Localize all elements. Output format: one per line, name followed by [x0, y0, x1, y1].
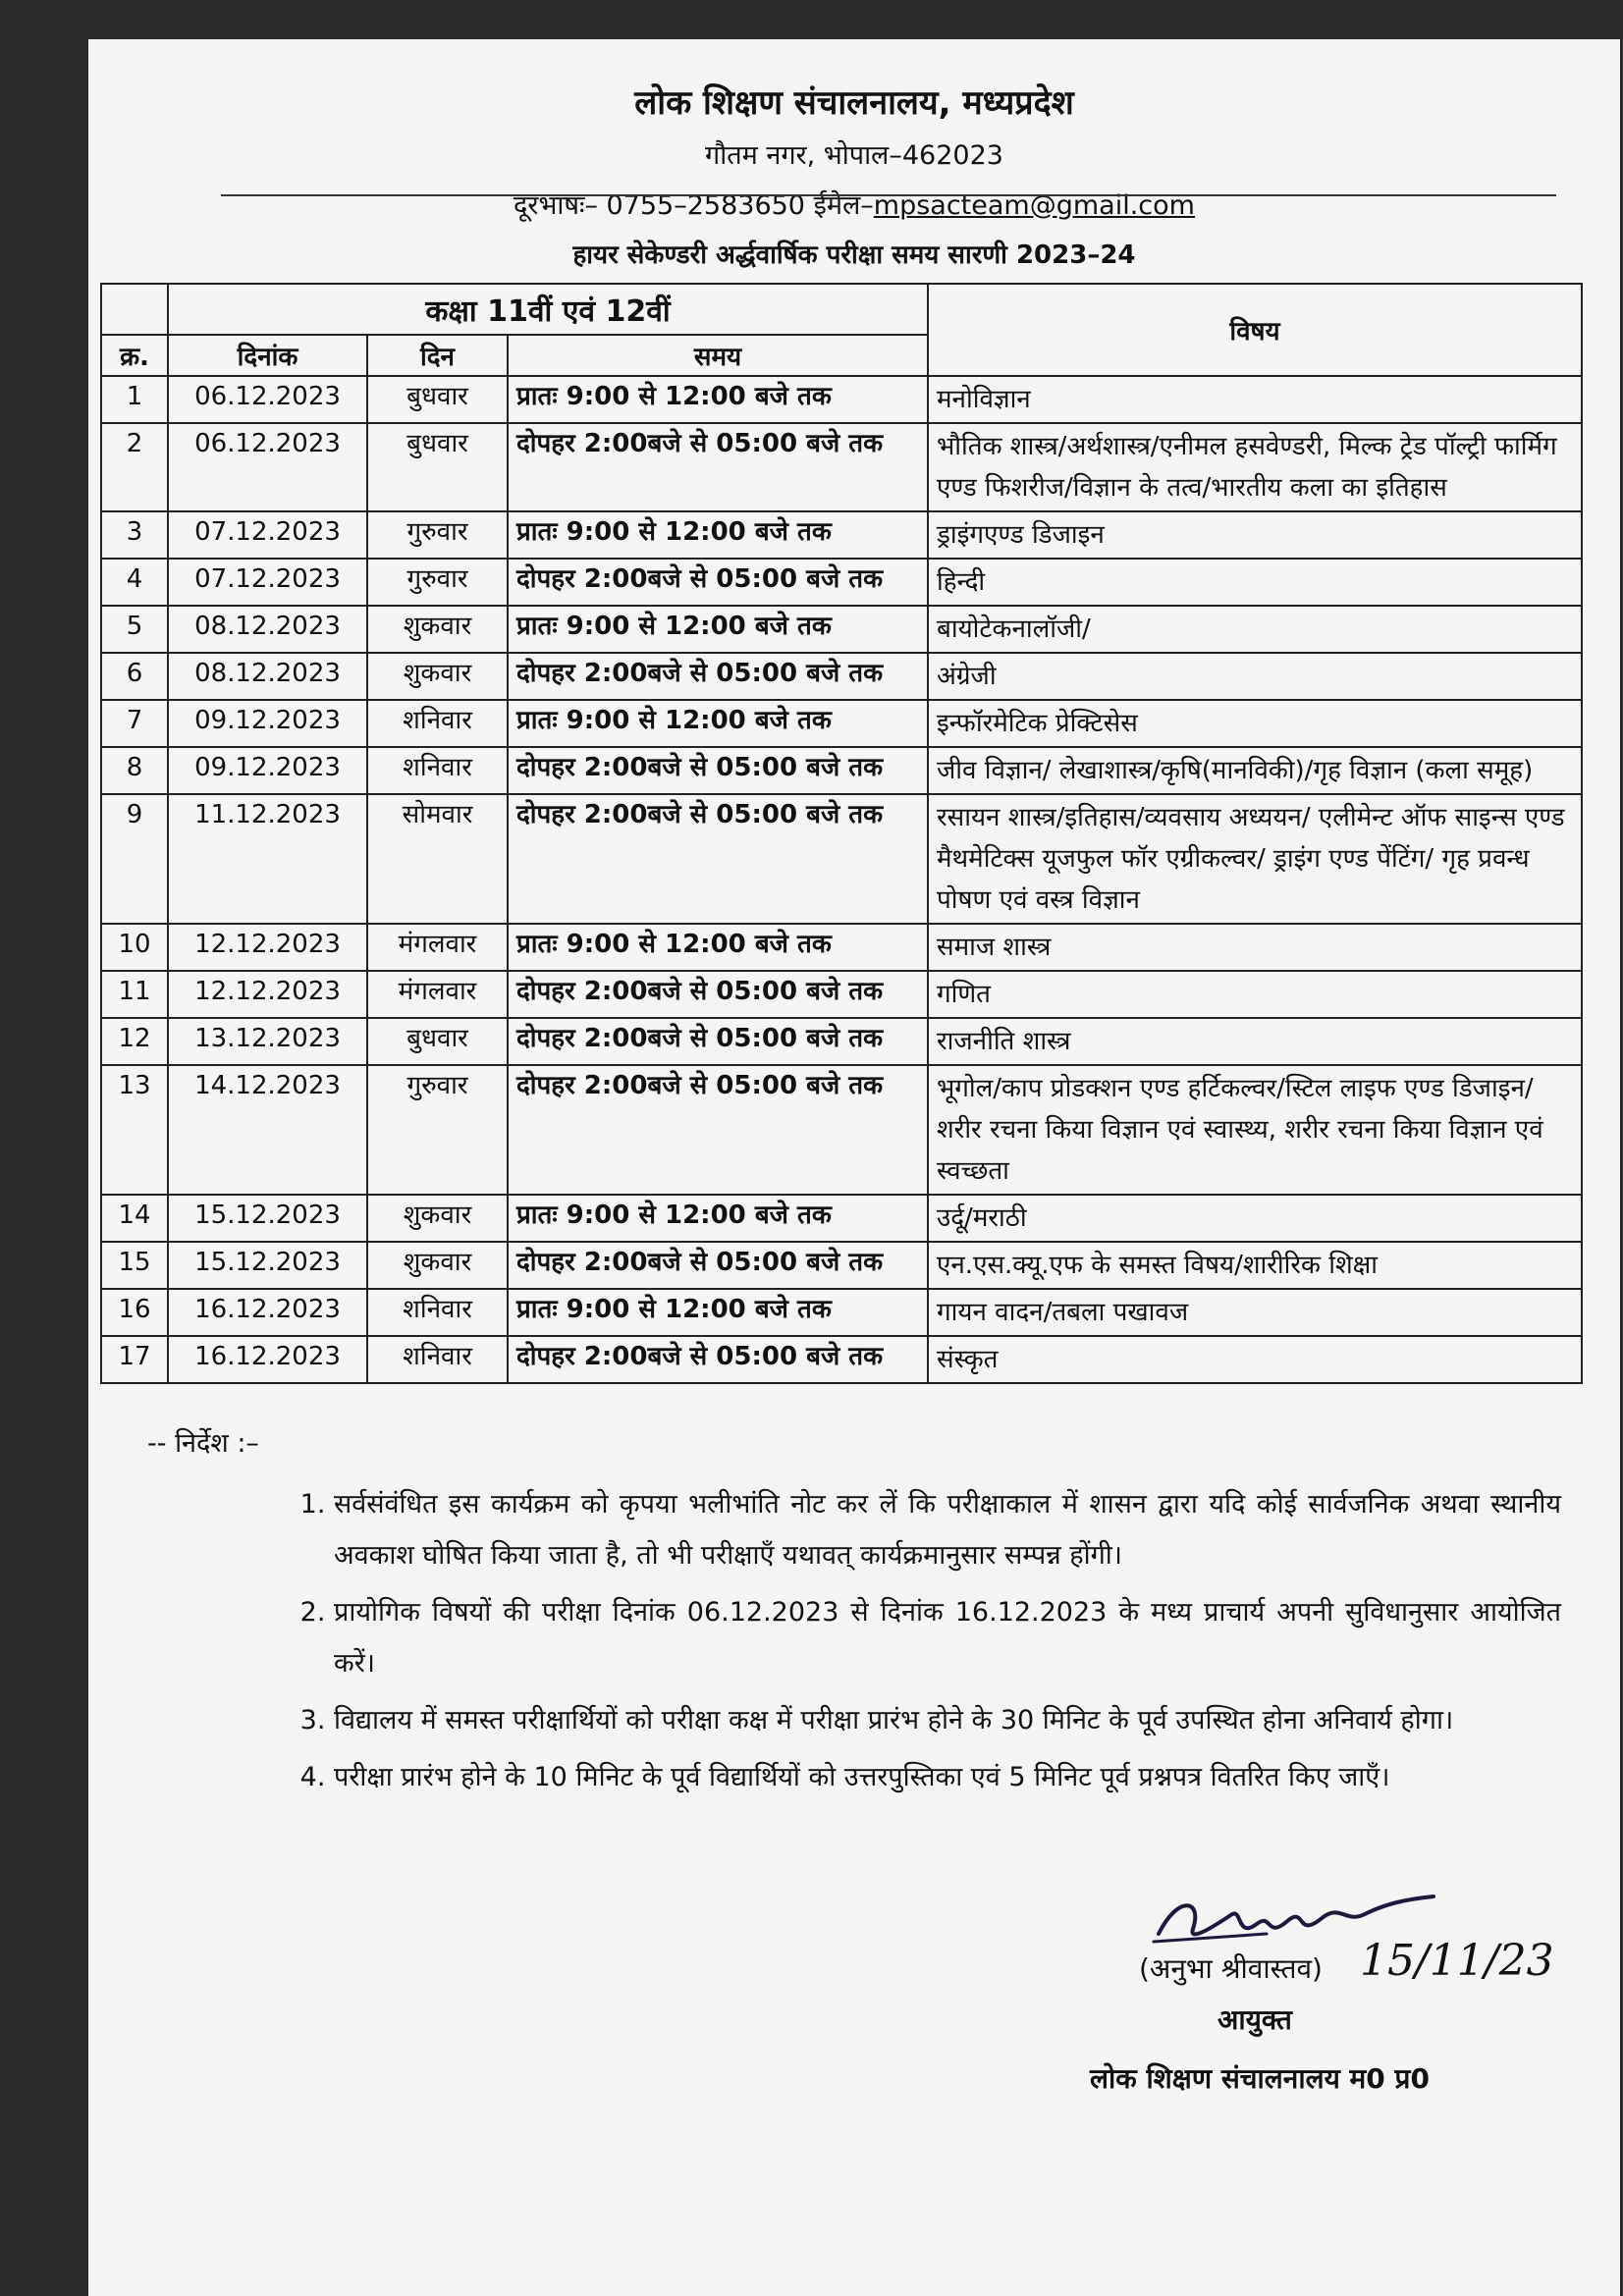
row-date: 12.12.2023 — [168, 971, 367, 1018]
signatory-office: लोक शिक्षण संचालनालय म0 प्र0 — [1090, 2062, 1430, 2095]
row-day: गुरुवार — [367, 511, 508, 559]
row-serial: 12 — [101, 1018, 168, 1065]
row-date: 08.12.2023 — [168, 606, 367, 653]
row-day: मंगलवार — [367, 924, 508, 971]
row-day: सोमवार — [367, 794, 508, 924]
row-time: प्रातः 9:00 से 12:00 बजे तक — [508, 376, 928, 423]
row-date: 12.12.2023 — [168, 924, 367, 971]
row-subject: राजनीति शास्त्र — [928, 1018, 1582, 1065]
row-day: मंगलवार — [367, 971, 508, 1018]
table-row — [101, 376, 1582, 423]
email-text: mpsacteam@gmail.com — [873, 190, 1195, 221]
row-subject: बायोटेकनालॉजी/ — [928, 606, 1582, 653]
table-row — [101, 1065, 1582, 1195]
table-row — [101, 971, 1582, 1018]
table-row — [101, 653, 1582, 700]
schedule-rows — [101, 376, 1582, 1383]
class-heading: कक्षा 11वीं एवं 12वीं — [168, 284, 928, 335]
row-date: 16.12.2023 — [168, 1336, 367, 1383]
row-serial: 1 — [101, 376, 168, 423]
instruction-item: 2. प्रायोगिक विषयों की परीक्षा दिनांक 06.12.2023 से दिनांक 16.12.2023 के मध्य प्राचार्य अपनी सुविधानुसार आयोजित करें। — [334, 1587, 1561, 1689]
row-subject: जीव विज्ञान/ लेखाशास्त्र/कृषि(मानविकी)/गृह विज्ञान (कला समूह) — [928, 747, 1582, 794]
row-time: दोपहर 2:00बजे से 05:00 बजे तक — [508, 1336, 928, 1383]
row-subject: रसायन शास्त्र/इतिहास/व्यवसाय अध्ययन/ एलीमेन्ट ऑफ साइन्स एण्ड मैथमेटिक्स यूजफुल फॉर एग्रीकल्वर/ ड्राइंग एण्ड पेंटिंग/ गृह प्रवन्ध पोषण एवं वस्त्र विज्ञान — [928, 794, 1582, 924]
table-row — [101, 423, 1582, 511]
instructions-list — [147, 1479, 1561, 1803]
signatory-designation: आयुक्त — [1217, 2003, 1292, 2036]
office-address: गौतम नगर, भोपाल–462023 — [705, 140, 1003, 171]
row-subject: भौतिक शास्त्र/अर्थशास्त्र/एनीमल हसवेण्डरी, मिल्क ट्रेड पॉल्ट्री फार्मिग एण्ड फिशरीज/विज्ञान के तत्व/भारतीय कला का इतिहास — [928, 423, 1582, 511]
row-day: शनिवार — [367, 747, 508, 794]
row-day: गुरुवार — [367, 559, 508, 606]
row-day: बुधवार — [367, 1018, 508, 1065]
table-row — [101, 1289, 1582, 1336]
row-subject: एन.एस.क्यू.एफ के समस्त विषय/शारीरिक शिक्षा — [928, 1242, 1582, 1289]
row-date: 06.12.2023 — [168, 423, 367, 511]
row-time: प्रातः 9:00 से 12:00 बजे तक — [508, 1289, 928, 1336]
row-serial: 5 — [101, 606, 168, 653]
table-row — [101, 511, 1582, 559]
row-time: दोपहर 2:00बजे से 05:00 बजे तक — [508, 423, 928, 511]
row-time: प्रातः 9:00 से 12:00 बजे तक — [508, 924, 928, 971]
signatory-name: (अनुभा श्रीवास्तव) — [1139, 1952, 1323, 1985]
table-row — [101, 559, 1582, 606]
instruction-item: 4. परीक्षा प्रारंभ होने के 10 मिनिट के पूर्व विद्यार्थियों को उत्तरपुस्तिका एवं 5 मिनिट पूर्व प्रश्नपत्र वितरित किए जाएँ। — [334, 1752, 1561, 1803]
row-day: शनिवार — [367, 700, 508, 747]
col-subject: विषय — [928, 284, 1582, 376]
row-time: दोपहर 2:00बजे से 05:00 बजे तक — [508, 971, 928, 1018]
row-subject: गायन वादन/तबला पखावज — [928, 1289, 1582, 1336]
row-subject: मनोविज्ञान — [928, 376, 1582, 423]
row-time: दोपहर 2:00बजे से 05:00 बजे तक — [508, 1018, 928, 1065]
table-row — [101, 794, 1582, 924]
row-day: शुकवार — [367, 1195, 508, 1242]
table-row — [101, 747, 1582, 794]
office-title: लोक शिक्षण संचालनालय, मध्यप्रदेश — [634, 83, 1074, 123]
instructions — [147, 1423, 1561, 1809]
table-row — [101, 1242, 1582, 1289]
table-row — [101, 606, 1582, 653]
row-date: 14.12.2023 — [168, 1065, 367, 1195]
row-serial: 16 — [101, 1289, 168, 1336]
header-rule — [221, 194, 1556, 196]
letterhead — [88, 79, 1620, 222]
row-subject: इन्फॉरमेटिक प्रेक्टिसेस — [928, 700, 1582, 747]
row-serial: 9 — [101, 794, 168, 924]
row-serial: 2 — [101, 423, 168, 511]
col-time: समय — [508, 335, 928, 376]
row-serial: 7 — [101, 700, 168, 747]
row-day: शनिवार — [367, 1289, 508, 1336]
row-day: शुकवार — [367, 653, 508, 700]
row-date: 15.12.2023 — [168, 1242, 367, 1289]
row-date: 09.12.2023 — [168, 700, 367, 747]
col-date: दिनांक — [168, 335, 367, 376]
row-date: 11.12.2023 — [168, 794, 367, 924]
row-serial: 6 — [101, 653, 168, 700]
row-subject: उर्दू/मराठी — [928, 1195, 1582, 1242]
row-date: 06.12.2023 — [168, 376, 367, 423]
row-date: 13.12.2023 — [168, 1018, 367, 1065]
table-row — [101, 924, 1582, 971]
row-time: प्रातः 9:00 से 12:00 बजे तक — [508, 511, 928, 559]
row-date: 16.12.2023 — [168, 1289, 367, 1336]
signature-date: 15/11/23 — [1360, 1936, 1554, 1986]
row-time: दोपहर 2:00बजे से 05:00 बजे तक — [508, 653, 928, 700]
row-day: बुधवार — [367, 376, 508, 423]
row-day: शनिवार — [367, 1336, 508, 1383]
row-serial: 13 — [101, 1065, 168, 1195]
row-date: 07.12.2023 — [168, 511, 367, 559]
row-serial: 14 — [101, 1195, 168, 1242]
instruction-item: 3. विद्यालय में समस्त परीक्षार्थियों को परीक्षा कक्ष में परीक्षा प्रारंभ होने के 30 मिनिट के पूर्व उपस्थित होना अनिवार्य होगा। — [334, 1695, 1561, 1746]
row-date: 07.12.2023 — [168, 559, 367, 606]
row-serial: 10 — [101, 924, 168, 971]
row-time: दोपहर 2:00बजे से 05:00 बजे तक — [508, 794, 928, 924]
schedule-title: हायर सेकेण्डरी अर्द्धवार्षिक परीक्षा समय सारणी 2023–24 — [572, 240, 1136, 270]
contact-line — [88, 186, 1620, 222]
row-subject: समाज शास्त्र — [928, 924, 1582, 971]
row-serial: 8 — [101, 747, 168, 794]
row-day: गुरुवार — [367, 1065, 508, 1195]
row-time: प्रातः 9:00 से 12:00 बजे तक — [508, 700, 928, 747]
row-serial: 4 — [101, 559, 168, 606]
row-serial: 3 — [101, 511, 168, 559]
row-subject: ड्राइंगएण्ड डिजाइन — [928, 511, 1582, 559]
row-day: शुकवार — [367, 606, 508, 653]
row-subject: संस्कृत — [928, 1336, 1582, 1383]
row-date: 15.12.2023 — [168, 1195, 367, 1242]
row-subject: हिन्दी — [928, 559, 1582, 606]
table-row — [101, 700, 1582, 747]
instruction-item: 1. सर्वसंवंधित इस कार्यक्रम को कृपया भलीभांति नोट कर लें कि परीक्षाकाल में शासन द्वारा यदि कोई सार्वजनिक अथवा स्थानीय अवकाश घोषित किया जाता है, तो भी परीक्षाएँ यथावत् कार्यक्रमानुसार सम्पन्न होंगी। — [334, 1479, 1561, 1581]
row-serial: 17 — [101, 1336, 168, 1383]
col-day: दिन — [367, 335, 508, 376]
row-time: दोपहर 2:00बजे से 05:00 बजे तक — [508, 559, 928, 606]
row-day: बुधवार — [367, 423, 508, 511]
row-date: 09.12.2023 — [168, 747, 367, 794]
row-serial: 15 — [101, 1242, 168, 1289]
row-date: 08.12.2023 — [168, 653, 367, 700]
col-serial: क्र. — [101, 335, 168, 376]
row-time: दोपहर 2:00बजे से 05:00 बजे तक — [508, 1065, 928, 1195]
table-row — [101, 1336, 1582, 1383]
row-subject: भूगोल/काप प्रोडक्शन एण्ड हर्टिकल्वर/स्टिल लाइफ एण्ड डिजाइन/शरीर रचना किया विज्ञान एवं स्वास्थ्य, शरीर रचना किया विज्ञान एवं स्वच्छता — [928, 1065, 1582, 1195]
phone-text: दूरभाषः– 0755–2583650 ईमेल– — [514, 190, 874, 221]
exam-schedule-table — [100, 283, 1583, 1384]
row-subject: अंग्रेजी — [928, 653, 1582, 700]
row-day: शुकवार — [367, 1242, 508, 1289]
table-row — [101, 1195, 1582, 1242]
row-time: दोपहर 2:00बजे से 05:00 बजे तक — [508, 1242, 928, 1289]
row-time: प्रातः 9:00 से 12:00 बजे तक — [508, 606, 928, 653]
table-row — [101, 1018, 1582, 1065]
row-subject: गणित — [928, 971, 1582, 1018]
row-serial: 11 — [101, 971, 168, 1018]
document-page — [88, 39, 1620, 2296]
row-time: दोपहर 2:00बजे से 05:00 बजे तक — [508, 747, 928, 794]
row-time: प्रातः 9:00 से 12:00 बजे तक — [508, 1195, 928, 1242]
instructions-heading: -- निर्देश :– — [147, 1428, 259, 1459]
